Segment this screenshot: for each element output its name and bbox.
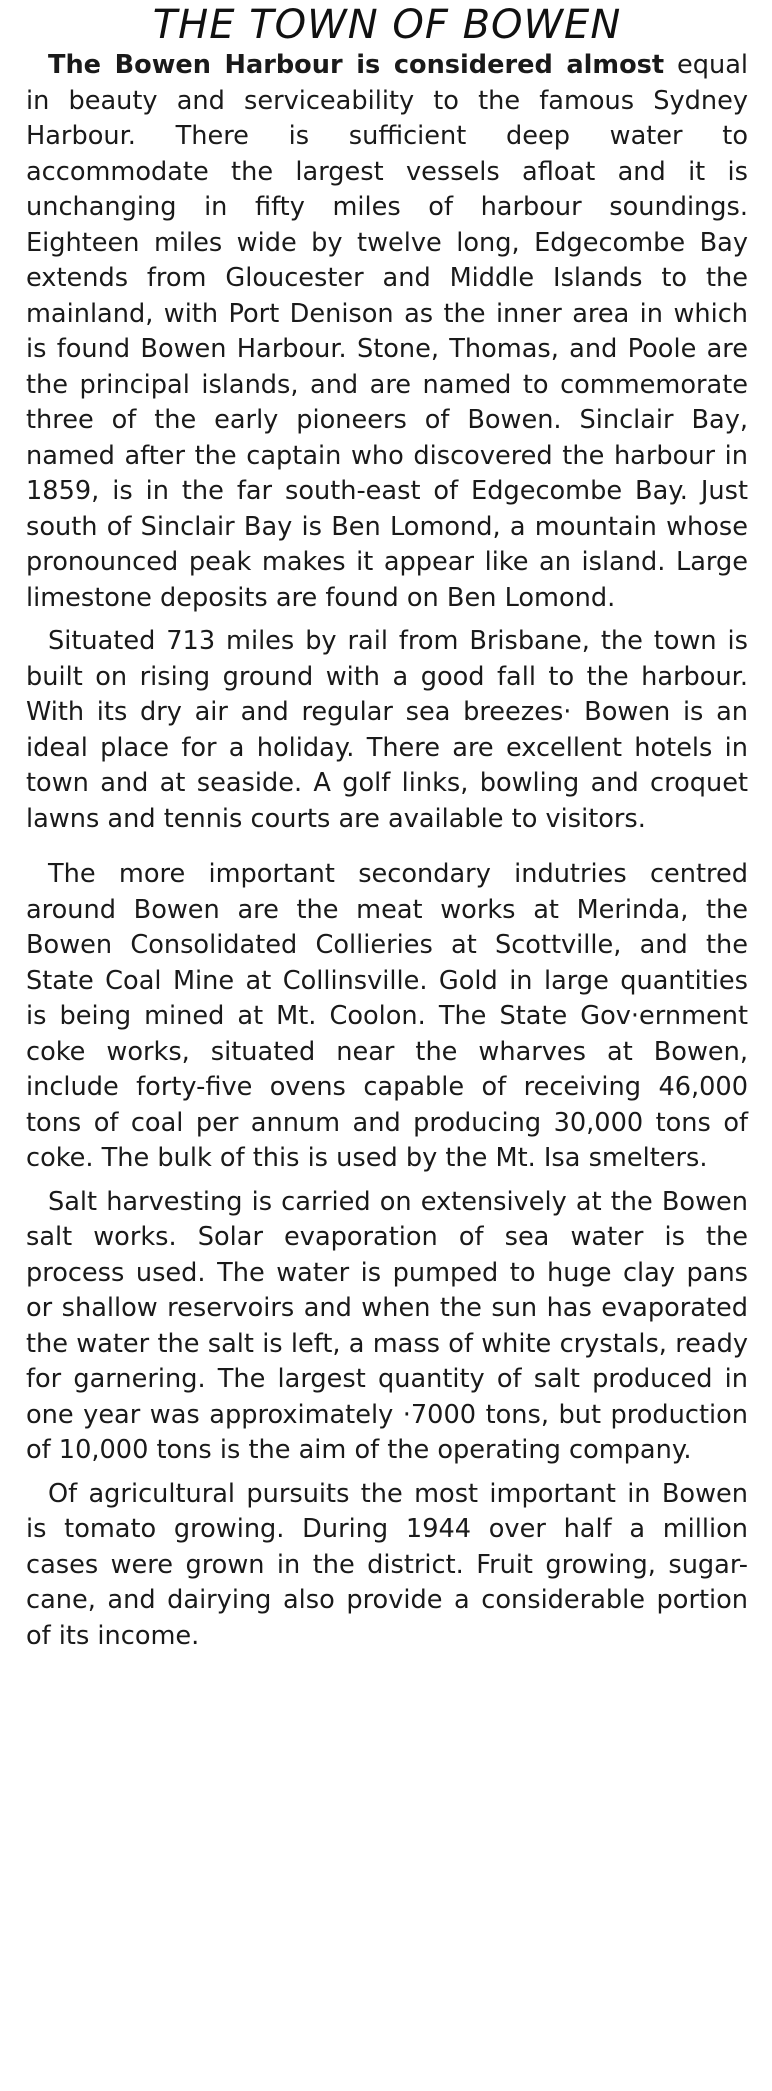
paragraph-industries (26, 857, 748, 1177)
paragraph-salt (26, 1185, 748, 1469)
paragraph-agriculture (26, 1477, 748, 1655)
lead-in: The Bowen Harbour is considered almost (48, 50, 665, 80)
paragraph-text: Of agricultural pursuits the most important in Bowen is tomato growing. During 1944 over half a million cases were grown in the district. Fruit growing, sugar-cane, and dairying also provide a considerable portion of its income. (26, 1478, 748, 1651)
article-title: THE TOWN OF BOWEN (152, 2, 622, 48)
paragraph-text: Salt harvesting is carried on extensively at the Bowen salt works. Solar evaporation of sea water is the process used. The water is pumped to huge clay pans or shallow reservoirs and when the sun has evaporated the water the salt is left, a mass of white crystals, ready for garnering. The largest quantity of salt produced in one year was approximately ·7000 tons, but production of 10,000 tons is the aim of the operating company. (26, 1186, 748, 1465)
paragraph-text: The more important secondary indutries centred around Bowen are the meat works at Merinda, the Bowen Consolidated Collieries at Scottville, and the State Coal Mine at Collinsville. Gold in large quantities is being mined at Mt. Coolon. The State Gov·ernment coke works, situated near the wharves at Bowen, include forty-five ovens capable of receiving 46,000 tons of coal per annum and producing 30,000 tons of coke. The bulk of this is used by the Mt. Isa smelters. (26, 859, 748, 1173)
article (26, 0, 748, 1654)
paragraph-text: Situated 713 miles by rail from Brisbane, the town is built on rising ground with a good fall to the harbour. With its dry air and regular sea breezes· Bowen is an ideal place for a holiday. There are excellent hotels in town and at seaside. A golf links, bowling and croquet lawns and tennis courts are available to visitors. (26, 626, 748, 834)
paragraph-harbour (26, 48, 748, 616)
paragraph-text: equal in beauty and serviceability to the famous Sydney Harbour. There is sufficient deep water to accommodate the largest vessels afloat and it is unchanging in fifty miles of harbour soundings. Eighteen miles wide by twelve long, Edgecombe Bay extends from Gloucester and Middle Islands to the mainland, with Port Denison as the inner area in which is found Bowen Harbour. Stone, Thomas, and Poole are the principal islands, and are named to commemorate three of the early pioneers of Bowen. Sinclair Bay, named after the captain who discovered the harbour in 1859, is in the far south-east of Edgecombe Bay. Just south of Sinclair Bay is Ben Lomond, a mountain whose pronounced peak makes it appear like an island. Large limestone deposits are found on Ben Lomond. (26, 50, 748, 613)
paragraph-town (26, 624, 748, 837)
